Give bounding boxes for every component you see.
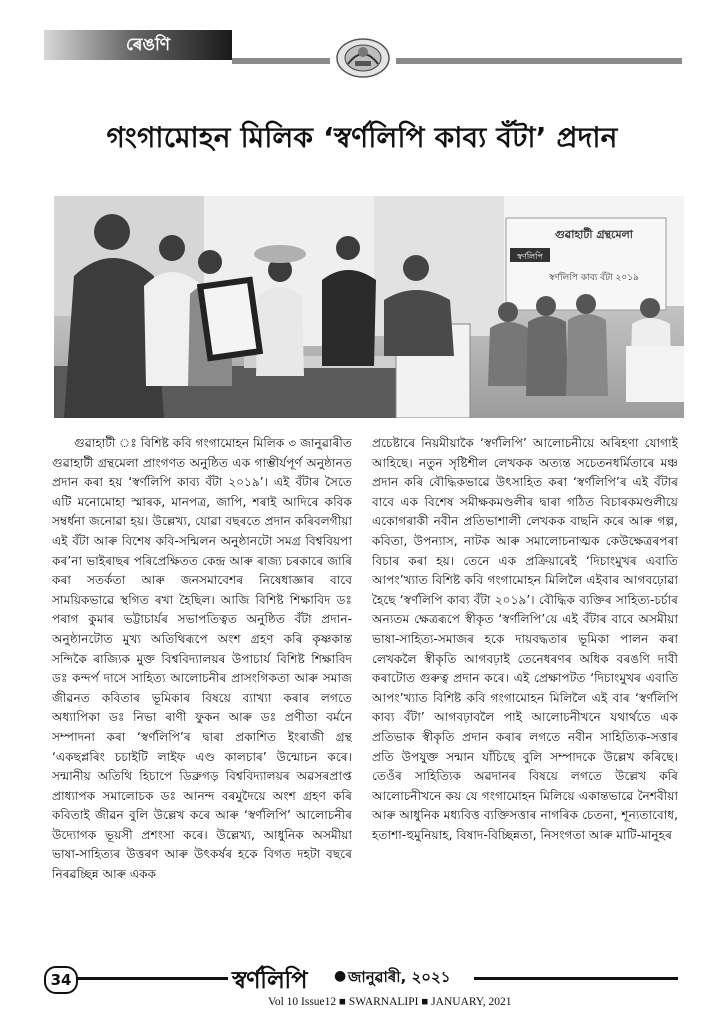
footer-rule-left — [78, 977, 228, 980]
banner-top-text: গুৱাহাটী গ্ৰন্থমেলা — [555, 228, 633, 241]
footer-rule-right — [474, 977, 678, 980]
header-rule-right — [396, 58, 682, 64]
bullet-icon: ● — [334, 968, 347, 984]
event-photo — [54, 196, 684, 418]
magazine-logo: স্বৰ্ণলিপি — [232, 966, 308, 994]
issue-line: Vol 10 Issue12 ■ SWARNALIPI ■ JANUARY, 2021 — [268, 996, 512, 1008]
header-rule-left — [232, 58, 330, 64]
section-label: ৰেঙণি — [126, 35, 171, 55]
issue-date: জানুৱাৰী, ২০২১ — [348, 968, 451, 986]
paragraph: গুৱাহাটী ঃ বিশিষ্ট কবি গংগামোহন মিলিক ৩ জানুৱাৰীত গুৱাহাটী গ্ৰন্থমেলা প্ৰাংগণত অনুষ্ঠিত এক গাম্ভীৰ্যপূৰ্ণ অনুষ্ঠানত প্ৰদান কৰা হয় ‘স্বৰ্ণলিপি কাব্য বঁটা ২০১৯’। এই বঁটাৰ সৈতে এটি মনোমোহা স্মাৰক, মানপত্ৰ, জাপি, শৰাই আদিৰে কবিক সম্বৰ্ধনা জনোৱা হয়। উল্লেখ্য, যোৱা বছৰতে প্ৰদান কৰিবলগীয়া এই বঁটা আৰু বিশেষ কবি-সন্মিলন অনুষ্ঠানটো সমগ্ৰ বিশ্ববিয়পা কৰ’না ভাইৰাছৰ পৰিপ্ৰেক্ষিতত কেন্দ্ৰ আৰু ৰাজ্য চৰকাৰে জাৰি কৰা সতৰ্কতা আৰু জনসমাবেশৰ নিষেধাজ্ঞাৰ বাবে সাময়িকভাৱে স্থগিত ৰখা হৈছিল। আজি বিশিষ্ট শিক্ষাবিদ ডঃ পৰাগ কুমাৰ ভট্টাচাৰ্যৰ সভাপতিত্বত অনুষ্ঠিত বঁটা প্ৰদান-অনুষ্ঠানটোত মুখ্য অতিথিৰূপে অংশ গ্ৰহণ কৰি কৃষ্ণকান্ত সন্দিকৈ ৰাজ্যিক মুক্ত বিশ্ববিদ্যালয়ৰ উপাচাৰ্য বিশিষ্ট শিক্ষাবিদ ডঃ কন্দৰ্প দাসে সাহিত্য আলোচনীৰ প্ৰাসংগিকতা আৰু সমাজ জীৱনত কবিতাৰ ভূমিকাৰ বিষয়ে ব্যাখ্যা কৰাৰ লগতে অধ্যাপিকা ডঃ নিভা ৰাণী ফুকন আৰু ডঃ প্ৰণীতা বৰ্মনে সম্পাদনা কৰা ‘স্বৰ্ণলিপি’ৰ দ্বাৰা প্ৰকাশিত ইংৰাজী গ্ৰন্থ ‘একছপ্লৰিং চচাইটি লাইফ এণ্ড কালচাৰ’ উন্মোচন কৰে। সন্মানীয় অতিথি হিচাপে ডিব্ৰুগড় বিশ্ববিদ্যালয়ৰ অৱসৰপ্ৰাপ্ত প্ৰাধ্যাপক সমালোচক ডঃ আনন্দ বৰমুদৈয়ে অংশ গ্ৰহণ কৰি কবিতাই জীৱন বুলি উল্লেখ কৰে আৰু ‘স্বৰ্ণলিপি’ আলোচনীৰ উদ্যোগক ভূয়সী প্ৰশংসা কৰে। উল্লেখ্য, আধুনিক অসমীয়া ভাষা-সাহিত্যৰ উত্তৰণ আৰু উৎকৰ্ষৰ হকে বিগত দহটা বছৰে নিৰৱচ্ছিন্ন আৰু একক — [52, 436, 352, 882]
article-headline: গংগামোহন মিলিক ‘স্বৰ্ণলিপি কাব্য বঁটা’ প্ৰদান — [106, 121, 618, 154]
paragraph: প্ৰচেষ্টাৰে নিয়মীয়াকৈ ‘স্বৰ্ণলিপি’ আলোচনীয়ে অৰিহণা যোগাই আহিছে। নতুন সৃষ্টিশীল লেখকক অত্যন্ত সচেতনধৰ্মিতাৰে মঞ্চ প্ৰদান কৰি বৌদ্ধিকভাৱে উৎসাহিত কৰা ‘স্বৰ্ণলিপি’ৰ এই বঁটাৰ বাবে এক বিশেষ সমীক্ষকমণ্ডলীৰ দ্বাৰা গঠিত বিচাৰকমণ্ডলীয়ে একোগৰাকী নবীন প্ৰতিভাশালী লেখকক বাছনি কৰে আৰু গল্প, কবিতা, উপন্যাস, নাটক আৰু সমালোচনাত্মক কেউক্ষেত্ৰৰপৰা বিচাৰ কৰা হয়। তেনে এক প্ৰক্ৰিয়াৰেই ‘দিচাংমুখৰ এবাতি আপং’খ্যাত বিশিষ্ট কবি গংগামোহন মিলিলৈ এইবাৰ আগবঢ়োৱা হৈছে ‘স্বৰ্ণলিপি কাব্য বঁটা ২০১৯’। বৌদ্ধিক ব্যক্তিৰ সাহিত্য-চৰ্চাৰ অন্যতম ক্ষেত্ৰৰূপে স্বীকৃত ‘স্বৰ্ণলিপি’য়ে এই বঁটাৰ বাবে অসমীয়া ভাষা-সাহিত্য-সমাজৰ হকে দায়বদ্ধতাৰ ভূমিকা পালন কৰা লেখকলৈ স্বীকৃতি আগবঢ়াই তেনেধৰণৰ অধিক বৰঙণি দাবী কৰাটোত গুৰুত্ব প্ৰদান কৰে। এই প্ৰেক্ষাপটত ‘দিচাংমুখৰ এবাতি আপং’খ্যাত বিশিষ্ট কবি গংগামোহন মিলিলৈ এই বাৰ ‘স্বৰ্ণলিপি কাব্য বঁটা’ আগবঢ়াবলৈ পাই আলোচনীখনে যথাৰ্থতে এক প্ৰতিভাক স্বীকৃতি প্ৰদান কৰাৰ লগতে নবীন সাহিত্যিক-সত্তাৰ প্ৰতি উপযুক্ত সন্মান যাঁচিছে বুলি সম্পাদকে উল্লেখ কৰিছে। তেওঁৰ সাহিত্যিক অৱদানৰ বিষয়ে লগতে উল্লেখ কৰি আলোচনীখনে কয় যে গংগামোহন মিলিয়ে একান্তভাৱে নৈশবীয়া আৰু আধুনিক মধ্যবিত্ত ব্যক্তিসত্তাৰ নাগৰিক চেতনা, শূন্যতাবোধ, হতাশা-হুমুনিয়াহ, বিষাদ-বিচ্ছিন্নতা, নিসংগতা আৰু মাটি-মানুহৰ — [372, 436, 678, 842]
magazine-emblem-icon — [334, 34, 392, 80]
page-number: 34 — [44, 966, 78, 994]
banner-award-text: স্বৰ্ণলিপি কাব্য বঁটা ২০১৯ — [549, 273, 639, 283]
article-column-right — [372, 434, 678, 966]
banner-brand-text: স্বৰ্ণলিপি — [517, 252, 543, 261]
article-column-left — [52, 434, 352, 966]
